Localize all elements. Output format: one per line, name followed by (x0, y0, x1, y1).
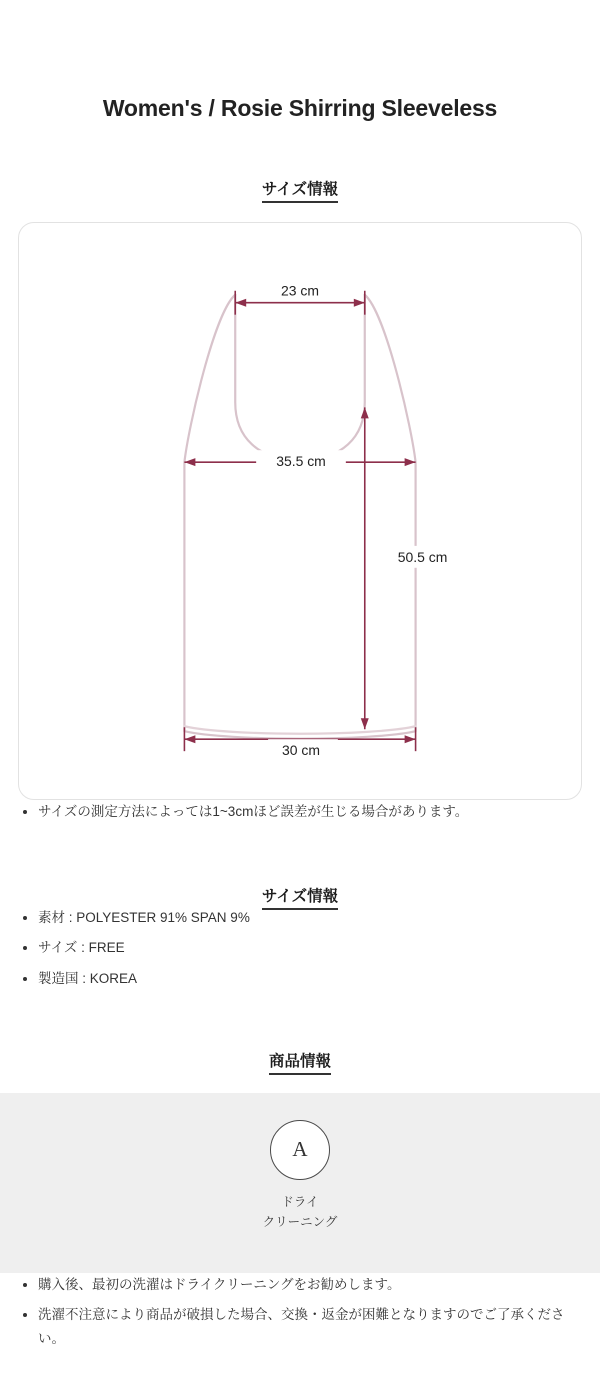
list-item: サイズ : FREE (18, 936, 582, 960)
dimension-label-hem: 30 cm (282, 742, 320, 759)
care-symbol-label (0, 1192, 600, 1232)
size-diagram-card (18, 222, 582, 800)
size-info-heading-text: サイズ情報 (262, 888, 338, 910)
care-note-list (18, 1273, 582, 1351)
care-info-heading-text: 商品情報 (269, 1053, 331, 1075)
list-item: 素材 : POLYESTER 91% SPAN 9% (18, 906, 582, 930)
measurement-note-list (18, 800, 582, 824)
care-symbol-label-line2: クリーニング (262, 1214, 338, 1229)
dimension-label-chest: 35.5 cm (276, 453, 326, 470)
care-info-heading (18, 1049, 582, 1071)
dry-cleaning-icon (270, 1120, 330, 1180)
spec-list (18, 906, 582, 991)
care-symbol (0, 1120, 600, 1232)
care-symbol-card (0, 1093, 600, 1273)
dry-cleaning-icon-glyph: A (292, 1137, 308, 1161)
size-chart-heading (18, 177, 582, 199)
dimension-label-shoulder: 23 cm (281, 282, 319, 299)
measurement-note: サイズの測定方法によっては1~3cmほど誤差が生じる場合があります。 (18, 800, 582, 824)
care-symbol-label-line1: ドライ (281, 1194, 319, 1209)
page-title: Women's / Rosie Shirring Sleeveless (102, 95, 498, 121)
list-item: 洗濯不注意により商品が破損した場合、交換・返金が困難となりますのでご了承ください。 (18, 1303, 582, 1350)
dimension-label-length: 50.5 cm (397, 548, 448, 565)
list-item: 購入後、最初の洗濯はドライクリーニングをお勧めします。 (18, 1273, 582, 1297)
garment-size-diagram (19, 223, 581, 799)
care-notes-section (0, 1273, 600, 1351)
size-chart-heading-text: サイズ情報 (262, 181, 338, 203)
list-item: 製造国 : KOREA (18, 967, 582, 991)
size-info-heading (18, 884, 582, 906)
